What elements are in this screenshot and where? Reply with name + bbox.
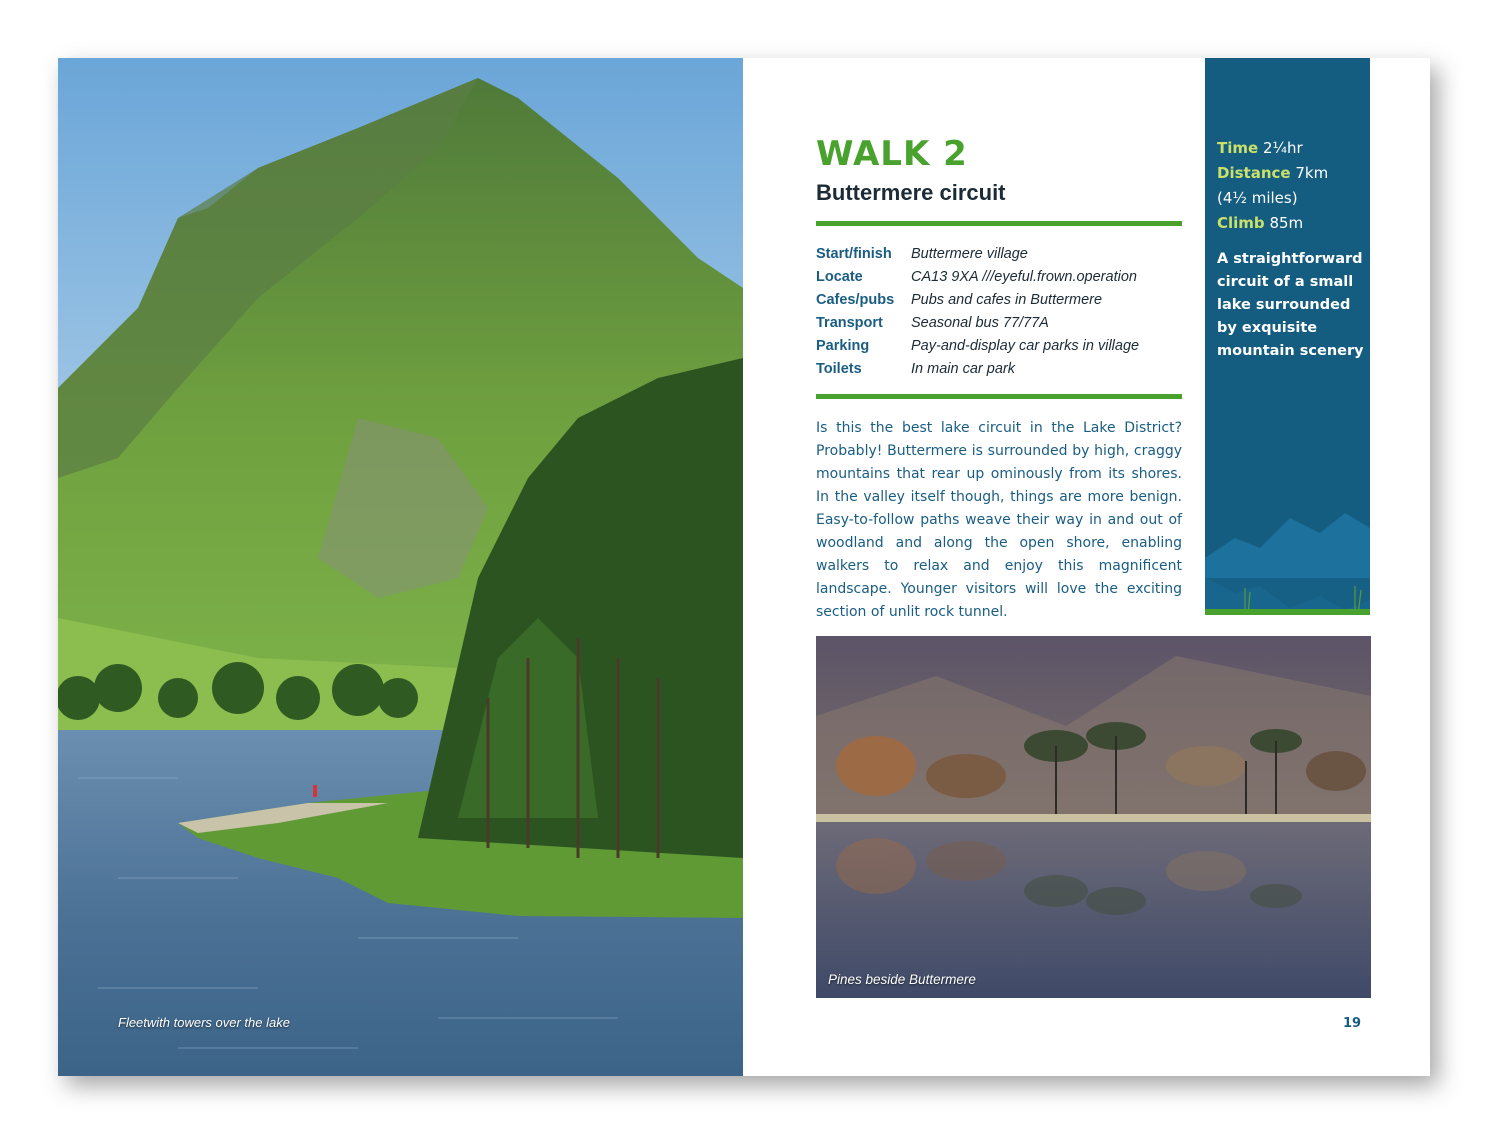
info-row-transport	[816, 312, 1182, 335]
info-key: Transport	[816, 315, 883, 331]
info-key: Start/finish	[816, 246, 892, 262]
info-key: Toilets	[816, 361, 862, 377]
info-value: Pay-and-display car parks in village	[911, 338, 1140, 354]
page-number: 19	[1343, 1016, 1362, 1031]
stat-value: 7km	[1295, 164, 1329, 182]
sidebar-green-bar	[1205, 609, 1370, 615]
walk-description: Is this the best lake circuit in the Lake District? Probably! Buttermere is surrounded by high, craggy mountains that rear up ominously from its shores. In the valley itself though, things are more benign. Easy-to-follow paths weave their way in and out of woodland and along the open shore, enabling walkers to relax and enjoy this magnificent landscape. Younger visitors will love the exciting section of unlit rock tunnel.	[816, 420, 1182, 620]
info-value: In main car park	[911, 361, 1015, 377]
stat-time	[1217, 136, 1367, 161]
info-row-start	[816, 243, 1182, 266]
stat-climb	[1217, 211, 1367, 236]
right-page	[743, 58, 1430, 1076]
right-photo-caption: Pines beside Buttermere	[828, 972, 976, 987]
stat-label: Distance	[1217, 164, 1291, 182]
left-photo-caption: Fleetwith towers over the lake	[118, 1015, 290, 1030]
stat-distance-miles: (4½ miles)	[1217, 189, 1298, 207]
walk-subtitle: Buttermere circuit	[816, 180, 1006, 205]
mountain-silhouette-icon	[1205, 488, 1370, 615]
green-rule-bottom	[816, 394, 1182, 399]
info-value: CA13 9XA ///eyeful.frown.operation	[911, 269, 1137, 285]
info-row-cafes	[816, 289, 1182, 312]
info-value: Seasonal bus 77/77A	[911, 315, 1049, 331]
info-value: Pubs and cafes in Buttermere	[911, 292, 1103, 308]
info-row-parking	[816, 335, 1182, 358]
info-key: Locate	[816, 269, 863, 285]
stat-label: Climb	[1217, 214, 1265, 232]
stat-distance	[1217, 161, 1367, 186]
walk-stats	[1217, 136, 1367, 236]
walk-title: WALK 2	[816, 134, 968, 174]
pines-photo	[816, 636, 1371, 998]
info-key: Parking	[816, 338, 870, 354]
stat-label: Time	[1217, 139, 1259, 157]
mountain-lake-photo	[58, 58, 743, 1076]
stat-value: 85m	[1269, 214, 1304, 232]
book-spread	[58, 58, 1430, 1076]
walk-stats-sidebar	[1205, 58, 1370, 615]
info-row-locate	[816, 266, 1182, 289]
green-rule-top	[816, 221, 1182, 226]
walk-info-table	[816, 243, 1182, 381]
info-value: Buttermere village	[911, 246, 1028, 262]
sidebar-blurb: A straightforward circuit of a small lake surrounded by exquisite mountain scenery	[1217, 251, 1364, 359]
stat-value: 2¼hr	[1262, 139, 1303, 157]
info-key: Cafes/pubs	[816, 292, 895, 308]
info-row-toilets	[816, 358, 1182, 381]
